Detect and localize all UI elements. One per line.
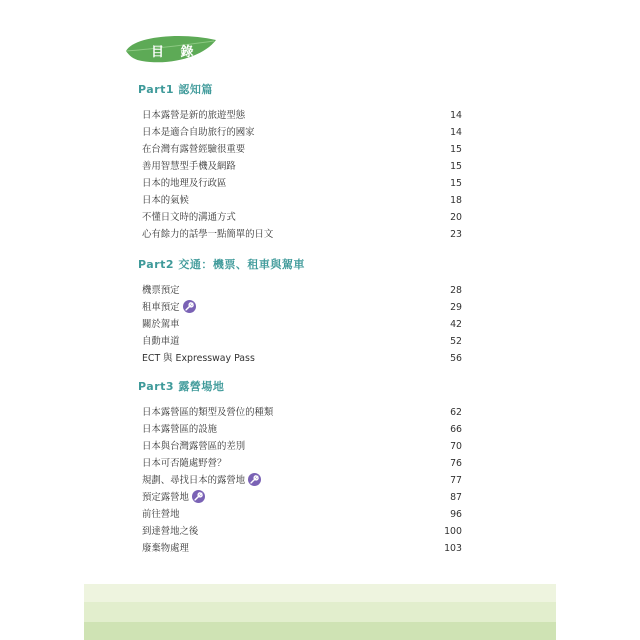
toc-entry[interactable] xyxy=(138,176,462,191)
wrench-icon xyxy=(183,300,196,313)
toc-entry-page: 96 xyxy=(450,508,462,520)
toc-header-leaf xyxy=(124,34,218,66)
toc-entry[interactable] xyxy=(138,210,462,225)
toc-entry-label: 心有餘力的話學一點簡單的日文 xyxy=(142,228,274,240)
toc-entry[interactable] xyxy=(138,456,462,471)
toc-entry-label: 關於駕車 xyxy=(142,318,180,330)
toc-entry-text: 預定露營地 xyxy=(142,491,189,503)
toc-entry-label: 自動車道 xyxy=(142,335,180,347)
toc-entry-label: ECT 與 Expressway Pass xyxy=(142,352,255,364)
toc-entry[interactable] xyxy=(138,524,462,539)
wrench-icon xyxy=(192,490,205,503)
toc-entry[interactable] xyxy=(138,351,462,366)
toc-entry[interactable] xyxy=(138,541,462,556)
toc-entry-page: 77 xyxy=(450,474,462,486)
toc-entry-page: 52 xyxy=(450,335,462,347)
toc-entry[interactable] xyxy=(138,334,462,349)
toc-section-part3 xyxy=(138,379,462,557)
wrench-icon xyxy=(248,473,261,486)
toc-section-part2 xyxy=(138,257,462,368)
toc-entry[interactable] xyxy=(138,473,462,488)
toc-entry-label: 不懂日文時的溝通方式 xyxy=(142,211,236,223)
toc-entry-page: 15 xyxy=(450,177,462,189)
toc-entry-page: 14 xyxy=(450,110,462,121)
toc-entry[interactable] xyxy=(138,159,462,174)
toc-entry-label: 在台灣有露營經驗很重要 xyxy=(142,143,246,155)
toc-entry[interactable] xyxy=(138,108,462,123)
section-title: Part3 露營場地 xyxy=(138,380,225,393)
toc-entry-label: 日本露營是新的旅遊型態 xyxy=(142,110,246,121)
toc-entry[interactable] xyxy=(138,142,462,157)
toc-entry-page: 14 xyxy=(450,126,462,138)
toc-entry-page: 87 xyxy=(450,491,462,503)
toc-entry[interactable] xyxy=(138,300,462,315)
toc-entry-label: 廢棄物處理 xyxy=(142,542,189,554)
toc-entry-page: 15 xyxy=(450,143,462,155)
toc-entry-label xyxy=(142,490,205,505)
toc-entry-text: 租車預定 xyxy=(142,301,180,313)
toc-entry-page: 56 xyxy=(450,352,462,364)
toc-entry-label: 日本的地理及行政區 xyxy=(142,177,227,189)
section-title: Part1 認知篇 xyxy=(138,83,213,96)
toc-entry-page: 62 xyxy=(450,407,462,418)
toc-entry[interactable] xyxy=(138,490,462,505)
toc-entry-label: 日本是適合自助旅行的國家 xyxy=(142,126,255,138)
toc-entry-page: 70 xyxy=(450,440,462,452)
toc-entry-page: 100 xyxy=(444,525,462,537)
toc-entry[interactable] xyxy=(138,405,462,420)
toc-entry-page: 20 xyxy=(450,211,462,223)
toc-entry-page: 42 xyxy=(450,318,462,330)
toc-entry-label: 日本露營區的設施 xyxy=(142,423,218,435)
toc-entry[interactable] xyxy=(138,193,462,208)
toc-entry-label: 日本與台灣露營區的差別 xyxy=(142,440,246,452)
toc-entry-label xyxy=(142,473,261,488)
toc-entry-page: 28 xyxy=(450,285,462,296)
toc-entry-text: 規劃、尋找日本的露營地 xyxy=(142,474,246,486)
toc-entry[interactable] xyxy=(138,422,462,437)
toc-entry-label: 日本的氣候 xyxy=(142,194,189,206)
toc-entry-page: 103 xyxy=(444,542,462,554)
toc-entry-label: 前往營地 xyxy=(142,508,180,520)
toc-entry[interactable] xyxy=(138,317,462,332)
toc-entry-label: 日本可否隨處野營？ xyxy=(142,457,227,469)
toc-entry-page: 76 xyxy=(450,457,462,469)
footer-band xyxy=(84,602,556,622)
toc-entry-label: 到達營地之後 xyxy=(142,525,199,537)
toc-entry-label: 日本露營區的類型及營位的種類 xyxy=(142,407,274,418)
toc-entry-page: 15 xyxy=(450,160,462,172)
toc-entry[interactable] xyxy=(138,125,462,140)
toc-entry-page: 18 xyxy=(450,194,462,206)
toc-entry[interactable] xyxy=(138,283,462,298)
toc-entry[interactable] xyxy=(138,227,462,242)
toc-section-part1 xyxy=(138,82,462,244)
toc-entry-page: 29 xyxy=(450,301,462,313)
toc-entry-label xyxy=(142,300,196,315)
section-title: Part2 交通：機票、租車與駕車 xyxy=(138,258,305,271)
toc-entry-label: 善用智慧型手機及網路 xyxy=(142,160,236,172)
toc-entry-label: 機票預定 xyxy=(142,285,180,296)
toc-entry[interactable] xyxy=(138,507,462,522)
footer-band xyxy=(84,622,556,640)
toc-entry[interactable] xyxy=(138,439,462,454)
toc-entry-page: 66 xyxy=(450,423,462,435)
page-title: 目 錄 xyxy=(151,45,200,60)
toc-entry-page: 23 xyxy=(450,228,462,240)
footer-band xyxy=(84,584,556,602)
